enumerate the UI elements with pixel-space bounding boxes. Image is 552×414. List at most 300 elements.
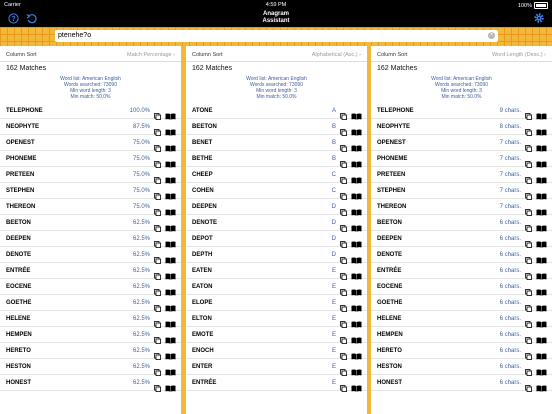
book-icon[interactable]	[536, 315, 547, 322]
copy-icon[interactable]	[340, 203, 347, 210]
book-icon[interactable]	[165, 171, 176, 178]
word-label: DENOTE	[377, 252, 403, 258]
book-icon[interactable]	[165, 235, 176, 242]
list-item[interactable]	[0, 327, 181, 343]
word-meta: 9 chars.	[499, 108, 521, 114]
copy-icon[interactable]	[154, 171, 161, 178]
list-item[interactable]	[371, 247, 552, 263]
word-label: HELENE	[6, 316, 31, 322]
book-icon[interactable]	[351, 187, 362, 194]
column-word-length[interactable]	[371, 46, 552, 414]
book-icon[interactable]	[165, 299, 176, 306]
info-line: Min match: 50.0%	[441, 94, 482, 100]
word-label: DENOTE	[6, 252, 32, 258]
book-icon[interactable]	[351, 155, 362, 162]
column-sort-value: Match Percentage ›	[126, 52, 175, 58]
book-icon[interactable]	[165, 155, 176, 162]
word-label: ELTON	[192, 316, 212, 322]
chevron-right-icon: ›	[544, 52, 546, 58]
match-count: 162 Matches	[6, 65, 47, 72]
list-item[interactable]	[371, 183, 552, 199]
word-meta: 7 chars.	[499, 188, 521, 194]
word-meta: 62.5%	[132, 364, 150, 370]
column-sort-label: Column Sort	[192, 52, 223, 58]
list-item[interactable]	[186, 199, 367, 215]
copy-icon[interactable]	[154, 203, 161, 210]
clear-icon[interactable]: ×	[489, 32, 494, 38]
info-line: Words searched: 73090	[64, 82, 117, 88]
book-icon[interactable]	[351, 331, 362, 338]
word-label: STEPHEN	[6, 188, 35, 194]
info-line: Words searched: 73090	[250, 82, 303, 88]
word-label: EATEN	[192, 268, 212, 274]
copy-icon[interactable]	[154, 235, 161, 242]
word-meta: 7 chars.	[499, 156, 521, 162]
book-icon[interactable]	[536, 235, 547, 242]
book-icon[interactable]	[536, 379, 547, 386]
copy-icon[interactable]	[525, 299, 532, 306]
word-meta: 6 chars.	[499, 220, 521, 226]
word-label: HEMPEN	[377, 332, 403, 338]
copy-icon[interactable]	[340, 283, 347, 290]
book-icon[interactable]	[351, 299, 362, 306]
list-item[interactable]	[0, 231, 181, 247]
copy-icon[interactable]	[525, 107, 532, 114]
list-item[interactable]	[0, 103, 181, 119]
info-line: Word list: American English	[60, 76, 121, 82]
info-line: Min word length: 3	[70, 88, 111, 94]
book-icon[interactable]	[536, 267, 547, 274]
list-item[interactable]	[0, 215, 181, 231]
word-meta: 62.5%	[132, 316, 150, 322]
book-icon[interactable]	[165, 347, 176, 354]
word-meta: 6 chars.	[499, 316, 521, 322]
word-meta: 62.5%	[132, 300, 150, 306]
copy-icon[interactable]	[525, 155, 532, 162]
word-label: EOCENE	[6, 284, 32, 290]
list-item[interactable]	[0, 135, 181, 151]
list-item[interactable]	[371, 375, 552, 391]
list-item[interactable]	[0, 295, 181, 311]
word-label: DEEPEN	[6, 236, 31, 242]
word-label: THEREON	[377, 204, 407, 210]
word-meta: D	[331, 220, 336, 226]
copy-icon[interactable]	[154, 267, 161, 274]
copy-icon[interactable]	[525, 139, 532, 146]
info-line: Words searched: 73090	[435, 82, 488, 88]
word-meta: B	[331, 156, 336, 162]
copy-icon[interactable]	[340, 171, 347, 178]
copy-icon[interactable]	[525, 347, 532, 354]
word-label: BEETON	[6, 220, 31, 226]
list-item[interactable]	[186, 215, 367, 231]
book-icon[interactable]	[351, 267, 362, 274]
book-icon[interactable]	[165, 251, 176, 258]
settings-button[interactable]	[532, 11, 546, 25]
list-item[interactable]	[371, 279, 552, 295]
list-item[interactable]	[186, 103, 367, 119]
list-item[interactable]	[371, 263, 552, 279]
clock: 4:59 PM	[265, 2, 287, 8]
app-title	[0, 11, 552, 25]
book-icon[interactable]	[165, 331, 176, 338]
word-meta: 6 chars.	[499, 364, 521, 370]
word-meta: 62.5%	[132, 268, 150, 274]
book-icon[interactable]	[165, 315, 176, 322]
list-item[interactable]	[186, 359, 367, 375]
word-meta: 75.0%	[132, 172, 150, 178]
word-meta: 7 chars.	[499, 140, 521, 146]
book-icon[interactable]	[165, 283, 176, 290]
list-item[interactable]	[371, 231, 552, 247]
book-icon[interactable]	[536, 331, 547, 338]
list-item[interactable]	[0, 119, 181, 135]
list-item[interactable]	[371, 135, 552, 151]
list-item[interactable]	[0, 199, 181, 215]
search-info	[371, 76, 552, 100]
book-icon[interactable]	[536, 139, 547, 146]
copy-icon[interactable]	[525, 187, 532, 194]
book-icon[interactable]	[536, 347, 547, 354]
column-sort-label: Column Sort	[377, 52, 408, 58]
copy-icon[interactable]	[154, 315, 161, 322]
word-meta: E	[331, 348, 336, 354]
word-label: THEREON	[6, 204, 36, 210]
list-item[interactable]	[186, 295, 367, 311]
search-input[interactable]	[55, 30, 498, 42]
column-match-percentage[interactable]	[0, 46, 181, 414]
word-meta: 6 chars.	[499, 252, 521, 258]
book-icon[interactable]	[536, 171, 547, 178]
book-icon[interactable]	[165, 363, 176, 370]
list-item[interactable]	[0, 311, 181, 327]
copy-icon[interactable]	[154, 139, 161, 146]
list-item[interactable]	[371, 167, 552, 183]
word-label: COHEN	[192, 188, 214, 194]
book-icon[interactable]	[351, 347, 362, 354]
copy-icon[interactable]	[154, 107, 161, 114]
copy-icon[interactable]	[340, 267, 347, 274]
word-meta: 62.5%	[132, 332, 150, 338]
copy-icon[interactable]	[340, 187, 347, 194]
book-icon[interactable]	[351, 283, 362, 290]
battery-percent: 100%	[517, 2, 532, 9]
word-label: ENTER	[192, 364, 213, 370]
word-meta: 6 chars.	[499, 348, 521, 354]
copy-icon[interactable]	[340, 315, 347, 322]
copy-icon[interactable]	[340, 155, 347, 162]
list-item[interactable]	[186, 167, 367, 183]
copy-icon[interactable]	[525, 267, 532, 274]
list-item[interactable]	[371, 343, 552, 359]
list-item[interactable]	[0, 359, 181, 375]
list-item[interactable]	[371, 327, 552, 343]
book-icon[interactable]	[351, 315, 362, 322]
list-item[interactable]	[371, 103, 552, 119]
list-item[interactable]	[186, 263, 367, 279]
word-meta: 6 chars.	[499, 380, 521, 386]
copy-icon[interactable]	[525, 203, 532, 210]
word-meta: E	[331, 268, 336, 274]
column-sort-row[interactable]	[371, 48, 552, 62]
copy-icon[interactable]	[340, 219, 347, 226]
book-icon[interactable]	[536, 123, 547, 130]
word-meta: 87.5%	[132, 124, 150, 130]
search-info	[0, 76, 181, 100]
word-label: DEEPEN	[192, 204, 217, 210]
word-meta: 6 chars.	[499, 284, 521, 290]
word-meta: 6 chars.	[499, 300, 521, 306]
word-meta: D	[331, 252, 336, 258]
book-icon[interactable]	[536, 251, 547, 258]
word-label: ATONE	[192, 108, 213, 114]
copy-icon[interactable]	[525, 283, 532, 290]
book-icon[interactable]	[536, 363, 547, 370]
copy-icon[interactable]	[154, 283, 161, 290]
book-icon[interactable]	[165, 379, 176, 386]
info-line: Min match: 50.0%	[70, 94, 111, 100]
list-item[interactable]	[186, 247, 367, 263]
book-icon[interactable]	[351, 107, 362, 114]
copy-icon[interactable]	[154, 123, 161, 130]
list-item[interactable]	[186, 119, 367, 135]
word-label: HERETO	[6, 348, 31, 354]
book-icon[interactable]	[165, 107, 176, 114]
word-label: PHONEME	[377, 156, 408, 162]
book-icon[interactable]	[165, 123, 176, 130]
copy-icon[interactable]	[340, 347, 347, 354]
copy-icon[interactable]	[340, 379, 347, 386]
list-item[interactable]	[186, 151, 367, 167]
list-item[interactable]	[0, 247, 181, 263]
copy-icon[interactable]	[154, 187, 161, 194]
word-meta: A	[331, 108, 336, 114]
copy-icon[interactable]	[340, 331, 347, 338]
word-meta: 62.5%	[132, 236, 150, 242]
word-label: PHONEME	[6, 156, 37, 162]
copy-icon[interactable]	[340, 299, 347, 306]
copy-icon[interactable]	[340, 123, 347, 130]
word-meta: 100.0%	[129, 108, 150, 114]
word-label: DENOTE	[192, 220, 218, 226]
book-icon[interactable]	[536, 219, 547, 226]
svg-text:?: ?	[10, 15, 16, 23]
copy-icon[interactable]	[525, 171, 532, 178]
book-icon[interactable]	[165, 203, 176, 210]
word-label: CHEEP	[192, 172, 213, 178]
list-item[interactable]	[0, 167, 181, 183]
copy-icon[interactable]	[154, 251, 161, 258]
copy-icon[interactable]	[340, 363, 347, 370]
column-sort-row[interactable]	[0, 48, 181, 62]
column-alphabetical[interactable]	[186, 46, 367, 414]
word-list	[371, 103, 552, 391]
book-icon[interactable]	[165, 219, 176, 226]
copy-icon[interactable]	[525, 379, 532, 386]
list-item[interactable]	[186, 135, 367, 151]
gear-icon	[533, 12, 545, 24]
book-icon[interactable]	[536, 283, 547, 290]
copy-icon[interactable]	[340, 251, 347, 258]
copy-icon[interactable]	[340, 107, 347, 114]
list-item[interactable]	[371, 119, 552, 135]
word-label: EATON	[192, 284, 213, 290]
column-sort-label: Column Sort	[6, 52, 37, 58]
book-icon[interactable]	[351, 123, 362, 130]
battery-icon	[534, 2, 548, 9]
list-item[interactable]	[371, 359, 552, 375]
list-item[interactable]	[186, 375, 367, 391]
chevron-right-icon: ›	[359, 52, 361, 58]
book-icon[interactable]	[351, 219, 362, 226]
word-label: BENET	[192, 140, 213, 146]
book-icon[interactable]	[351, 363, 362, 370]
word-meta: 75.0%	[132, 188, 150, 194]
copy-icon[interactable]	[525, 251, 532, 258]
word-list	[0, 103, 181, 391]
copy-icon[interactable]	[154, 363, 161, 370]
word-label: STEPHEN	[377, 188, 406, 194]
word-meta: 75.0%	[132, 140, 150, 146]
list-item[interactable]	[186, 279, 367, 295]
copy-icon[interactable]	[154, 347, 161, 354]
book-icon[interactable]	[351, 251, 362, 258]
list-item[interactable]	[371, 311, 552, 327]
copy-icon[interactable]	[525, 123, 532, 130]
list-item[interactable]	[371, 215, 552, 231]
word-label: EMOTE	[192, 332, 214, 338]
word-label: HELENE	[377, 316, 402, 322]
list-item[interactable]	[0, 375, 181, 391]
word-meta: 6 chars.	[499, 332, 521, 338]
word-label: BEETON	[377, 220, 402, 226]
word-list	[186, 103, 367, 391]
word-meta: 7 chars.	[499, 204, 521, 210]
word-label: DEPTH	[192, 252, 213, 258]
word-label: NEOPHYTE	[6, 124, 40, 130]
word-meta: D	[331, 236, 336, 242]
copy-icon[interactable]	[340, 235, 347, 242]
word-label: EOCENE	[377, 284, 403, 290]
word-label: BETHE	[192, 156, 213, 162]
book-icon[interactable]	[165, 187, 176, 194]
word-label: PRETEEN	[6, 172, 35, 178]
word-meta: 7 chars.	[499, 172, 521, 178]
list-item[interactable]	[0, 279, 181, 295]
copy-icon[interactable]	[525, 219, 532, 226]
book-icon[interactable]	[165, 139, 176, 146]
word-label: TELEPHONE	[377, 108, 414, 114]
word-meta: 8 chars.	[499, 124, 521, 130]
copy-icon[interactable]	[154, 331, 161, 338]
app-title-line1: Anagram	[262, 11, 289, 17]
word-label: HONEST	[377, 380, 403, 386]
copy-icon[interactable]	[154, 299, 161, 306]
book-icon[interactable]	[351, 171, 362, 178]
word-meta: E	[331, 284, 336, 290]
column-sort-row[interactable]	[186, 48, 367, 62]
list-item[interactable]	[0, 263, 181, 279]
word-label: GOETHE	[6, 300, 32, 306]
word-label: OPENEST	[6, 140, 35, 146]
copy-icon[interactable]	[525, 331, 532, 338]
word-meta: 6 chars.	[499, 268, 521, 274]
copy-icon[interactable]	[525, 363, 532, 370]
search-bar	[0, 27, 552, 46]
word-label: BEETON	[192, 124, 217, 130]
word-label: TELEPHONE	[6, 108, 43, 114]
copy-icon[interactable]	[154, 155, 161, 162]
word-meta: B	[331, 124, 336, 130]
word-meta: E	[331, 332, 336, 338]
word-meta: E	[331, 300, 336, 306]
list-item[interactable]	[0, 343, 181, 359]
word-label: HESTON	[377, 364, 402, 370]
book-icon[interactable]	[536, 299, 547, 306]
word-meta: D	[331, 204, 336, 210]
book-icon[interactable]	[351, 139, 362, 146]
word-label: PRETEEN	[377, 172, 406, 178]
copy-icon[interactable]	[154, 379, 161, 386]
book-icon[interactable]	[351, 379, 362, 386]
word-label: ENTRÉE	[6, 268, 31, 274]
carrier-label: Carrier	[4, 2, 21, 8]
list-item[interactable]	[371, 199, 552, 215]
word-label: HEMPEN	[6, 332, 32, 338]
word-label: GOETHE	[377, 300, 403, 306]
book-icon[interactable]	[536, 155, 547, 162]
word-label: ENOCH	[192, 348, 214, 354]
copy-icon[interactable]	[525, 315, 532, 322]
list-item[interactable]	[186, 311, 367, 327]
copy-icon[interactable]	[340, 139, 347, 146]
book-icon[interactable]	[351, 235, 362, 242]
book-icon[interactable]	[536, 107, 547, 114]
list-item[interactable]	[371, 151, 552, 167]
list-item[interactable]	[0, 183, 181, 199]
copy-icon[interactable]	[154, 219, 161, 226]
info-line: Min word length: 3	[441, 88, 482, 94]
word-meta: 62.5%	[132, 252, 150, 258]
copy-icon[interactable]	[525, 235, 532, 242]
app-title-line2: Assistant	[262, 18, 290, 24]
book-icon[interactable]	[536, 203, 547, 210]
book-icon[interactable]	[165, 267, 176, 274]
word-label: DEEPEN	[377, 236, 402, 242]
match-count: 162 Matches	[377, 65, 418, 72]
word-label: ENTRÉE	[377, 268, 402, 274]
word-label: HONEST	[6, 380, 32, 386]
word-label: DEPOT	[192, 236, 213, 242]
column-sort-value: Alphabetical (Asc.) ›	[311, 52, 361, 58]
word-meta: E	[331, 364, 336, 370]
word-meta: B	[331, 140, 336, 146]
nav-bar	[0, 10, 552, 27]
list-item[interactable]	[186, 231, 367, 247]
word-meta: E	[331, 380, 336, 386]
list-item[interactable]	[371, 295, 552, 311]
info-line: Word list: American English	[246, 76, 307, 82]
search-info	[186, 76, 367, 100]
book-icon[interactable]	[536, 187, 547, 194]
list-item[interactable]	[186, 327, 367, 343]
list-item[interactable]	[0, 151, 181, 167]
word-label: ELOPE	[192, 300, 213, 306]
search-input-value: ptenehe?o	[58, 32, 92, 39]
list-item[interactable]	[186, 343, 367, 359]
list-item[interactable]	[186, 183, 367, 199]
book-icon[interactable]	[351, 203, 362, 210]
